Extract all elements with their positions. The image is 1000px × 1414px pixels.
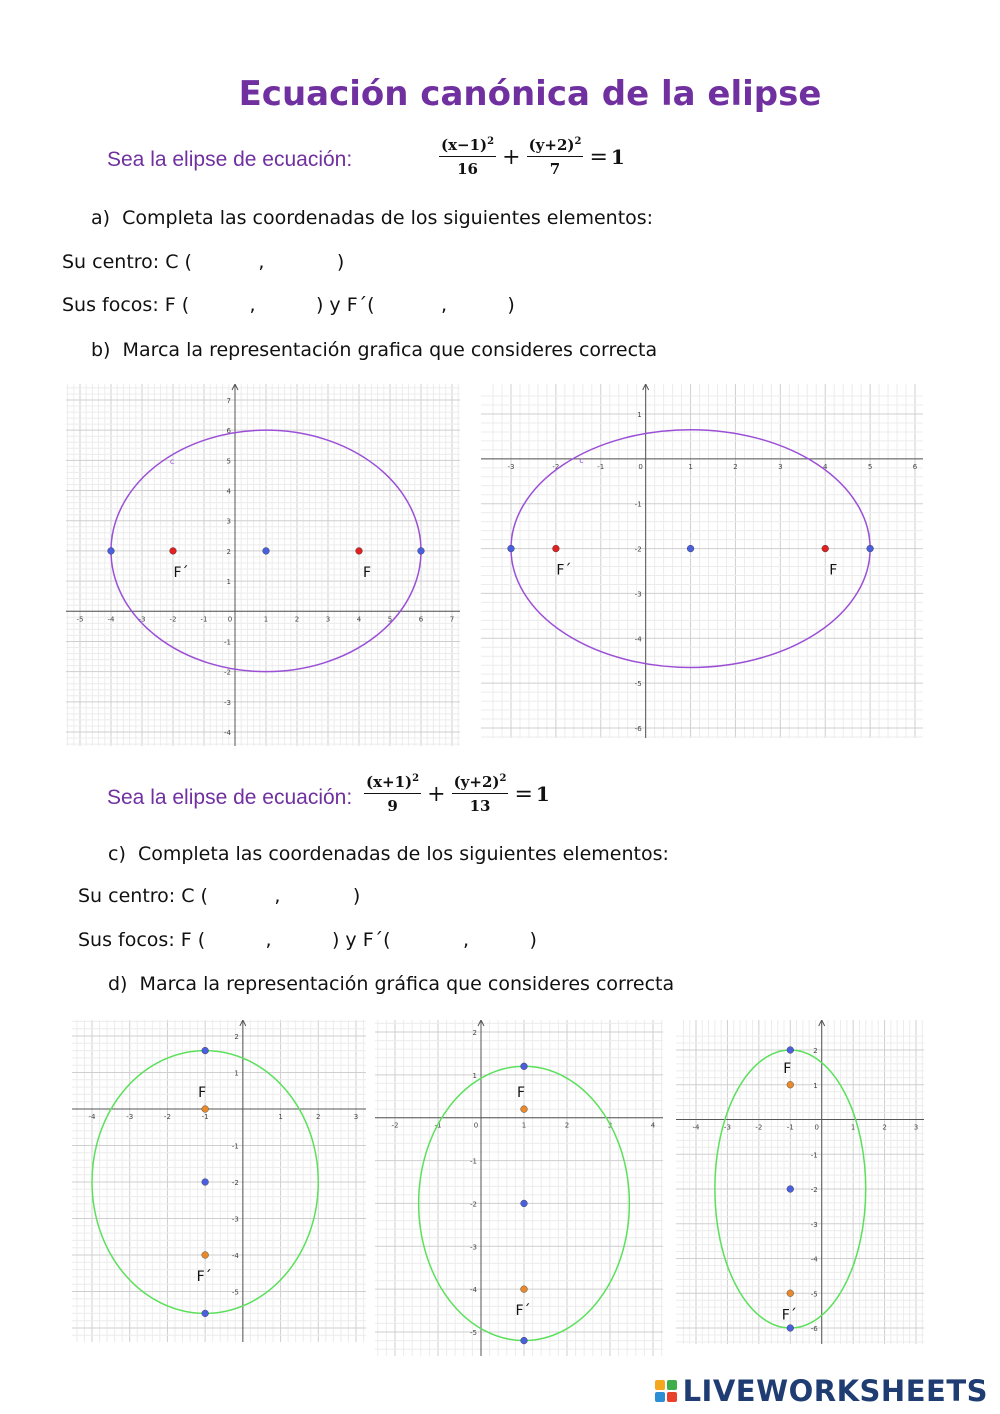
- center-point: [787, 1186, 794, 1193]
- y-tick-label: -2: [224, 668, 231, 677]
- y-tick-label: -5: [470, 1329, 477, 1337]
- vertex-point: [202, 1310, 209, 1317]
- x-tick-label: -2: [755, 1123, 763, 1132]
- x-tick-label: 3: [607, 1121, 613, 1130]
- x-tick-label: 6: [912, 462, 918, 471]
- x-tick-label: -3: [507, 462, 515, 471]
- y-tick-label: -3: [634, 590, 642, 599]
- x-tick-label: 3: [913, 1123, 919, 1132]
- equation-2: $\frac{(x+1)^2}{9}$ + $\frac{(y+2)^2}{13}$ = 1: [366, 773, 550, 815]
- y-tick-label: 5: [226, 457, 231, 466]
- x-tick-label: 3: [778, 462, 783, 471]
- x-tick-label: 7: [449, 615, 455, 624]
- x-tick-label: -4: [88, 1113, 96, 1121]
- vertex-point: [867, 545, 874, 552]
- y-tick-label: 1: [234, 1069, 239, 1078]
- focus-label-f: F: [198, 1085, 207, 1101]
- foci-line-1: Sus focos: F ( , ) y F´( , ): [62, 294, 515, 316]
- y-tick-label: 2: [472, 1029, 477, 1037]
- x-tick-label: 5: [387, 615, 393, 624]
- vertex-point: [108, 548, 115, 555]
- x-tick-label: -1: [201, 1113, 209, 1121]
- y-tick-label: -6: [810, 1325, 818, 1333]
- y-tick-label: -4: [810, 1255, 818, 1264]
- grid: [676, 1020, 924, 1344]
- focus-label-f-prime: F´: [196, 1269, 212, 1285]
- x-tick-label: 3: [353, 1113, 359, 1121]
- liveworksheets-logo: LIVEWORKSHEETS: [655, 1374, 988, 1408]
- center-line-2: Su centro: C ( , ): [78, 885, 361, 907]
- vertex-point: [508, 545, 515, 552]
- y-tick-label: -1: [634, 500, 642, 509]
- focus-point: [552, 545, 559, 552]
- graph-option-1[interactable]: [66, 384, 460, 746]
- y-tick-label: -4: [224, 729, 231, 737]
- focus-point: [822, 545, 829, 552]
- focus-point: [521, 1106, 528, 1113]
- y-tick-label: 1: [226, 578, 231, 587]
- y-tick-label: -3: [810, 1220, 818, 1229]
- focus-point: [170, 548, 177, 555]
- y-tick-label: -1: [231, 1142, 239, 1151]
- logo-icon: [655, 1380, 677, 1402]
- x-tick-label: -2: [391, 1121, 399, 1130]
- y-tick-label: 1: [472, 1071, 477, 1080]
- equation-lead-1: Sea la elipse de ecuación:: [107, 148, 353, 171]
- x-tick-label: 0: [473, 1121, 479, 1130]
- y-tick-label: -1: [810, 1151, 818, 1160]
- foci-line-2: Sus focos: F ( , ) y F´( , ): [78, 929, 537, 951]
- x-tick-label: -3: [126, 1113, 134, 1121]
- focus-label-f-prime: F´: [515, 1303, 531, 1320]
- x-tick-label: -2: [163, 1113, 171, 1121]
- center-point: [521, 1200, 528, 1207]
- curve-label-c: c: [579, 455, 584, 465]
- x-tick-label: -3: [723, 1123, 731, 1132]
- vertex-point: [521, 1063, 528, 1070]
- center-point: [263, 548, 270, 555]
- x-tick-label: -1: [434, 1121, 442, 1130]
- y-tick-label: -4: [634, 635, 642, 644]
- focus-point: [202, 1106, 209, 1113]
- graph-option-4[interactable]: [375, 1020, 663, 1356]
- center-point: [687, 545, 694, 552]
- x-tick-label: 2: [294, 615, 300, 624]
- vertex-point: [202, 1047, 209, 1054]
- y-tick-label: -2: [634, 545, 642, 554]
- x-tick-label: 0: [638, 462, 643, 471]
- y-tick-label: -5: [231, 1288, 239, 1297]
- question-a: a) Completa las coordenadas de los siguientes elementos:: [91, 207, 654, 229]
- x-tick-label: 2: [733, 462, 738, 471]
- x-tick-label: -2: [169, 615, 177, 624]
- y-tick-label: 2: [234, 1033, 239, 1041]
- x-tick-label: 2: [316, 1113, 321, 1121]
- graph-option-5[interactable]: [676, 1020, 924, 1344]
- x-tick-label: -2: [552, 462, 560, 471]
- y-tick-label: 1: [637, 411, 642, 419]
- x-tick-label: -1: [597, 462, 605, 471]
- graph-option-3[interactable]: [72, 1020, 366, 1342]
- x-tick-label: -5: [76, 615, 84, 624]
- x-tick-label: 1: [263, 615, 269, 624]
- equation-1: $\frac{(x-1)^2}{16}$ + $\frac{(y+2)^2}{7}$ = 1: [441, 136, 625, 178]
- y-tick-label: -3: [224, 698, 231, 707]
- equation-lead-2: Sea la elipse de ecuación:: [107, 786, 353, 809]
- focus-point: [356, 548, 363, 555]
- question-b: b) Marca la representación grafica que consideres correcta: [91, 339, 658, 361]
- vertex-point: [787, 1047, 794, 1054]
- vertex-point: [787, 1325, 794, 1332]
- x-tick-label: 2: [882, 1123, 887, 1132]
- y-tick-label: -5: [634, 680, 642, 689]
- y-tick-label: 3: [226, 517, 231, 526]
- y-tick-label: -5: [810, 1290, 818, 1299]
- y-tick-label: -6: [634, 725, 642, 733]
- x-tick-label: -4: [107, 615, 115, 624]
- x-tick-label: -3: [138, 615, 146, 624]
- y-tick-label: -1: [224, 638, 231, 647]
- x-tick-label: 1: [850, 1123, 856, 1132]
- x-tick-label: 2: [564, 1121, 570, 1130]
- vertex-point: [418, 548, 425, 555]
- focus-label-f: F: [516, 1085, 526, 1102]
- y-tick-label: -2: [470, 1200, 477, 1209]
- x-tick-label: 6: [418, 615, 424, 624]
- center-line-1: Su centro: C ( , ): [62, 251, 345, 273]
- grid: [481, 384, 923, 738]
- y-tick-label: -4: [231, 1252, 239, 1260]
- x-tick-label: -1: [200, 615, 208, 624]
- focus-point: [787, 1290, 794, 1297]
- focus-point: [787, 1081, 794, 1088]
- y-tick-label: -4: [470, 1286, 477, 1295]
- page-title: Ecuación canónica de la elipse: [238, 74, 822, 114]
- y-tick-label: -2: [231, 1179, 239, 1187]
- focus-label-f-prime: F´: [781, 1307, 797, 1324]
- focus-label-f-prime: F´: [173, 564, 189, 581]
- x-tick-label: -1: [786, 1123, 794, 1132]
- grid: [72, 1020, 366, 1342]
- y-tick-label: 4: [226, 487, 231, 496]
- center-point: [202, 1179, 209, 1186]
- y-tick-label: 6: [226, 427, 231, 436]
- x-tick-label: 1: [521, 1121, 527, 1130]
- y-tick-label: 7: [226, 397, 231, 405]
- x-tick-label: 0: [814, 1123, 819, 1132]
- focus-label-f-prime: F´: [556, 562, 572, 579]
- x-tick-label: 1: [688, 462, 693, 471]
- focus-point: [202, 1252, 209, 1259]
- vertex-point: [521, 1337, 528, 1344]
- x-tick-label: 4: [650, 1121, 656, 1130]
- y-tick-label: -2: [810, 1186, 818, 1194]
- x-tick-label: 4: [356, 615, 362, 624]
- x-tick-label: -4: [692, 1123, 700, 1132]
- focus-label-f: F: [783, 1060, 792, 1077]
- x-tick-label: 1: [278, 1113, 283, 1121]
- y-tick-label: 2: [813, 1047, 818, 1055]
- x-tick-label: 4: [822, 462, 828, 471]
- x-tick-label: 3: [325, 615, 331, 624]
- y-tick-label: -3: [231, 1215, 239, 1224]
- focus-point: [521, 1286, 528, 1293]
- focus-label-f: F: [829, 562, 838, 579]
- x-tick-label: 5: [867, 462, 873, 471]
- curve-label-c: c: [169, 456, 175, 466]
- y-tick-label: 2: [226, 547, 231, 556]
- y-tick-label: 1: [813, 1081, 818, 1090]
- grid: [66, 384, 460, 746]
- x-tick-label: 0: [227, 615, 233, 624]
- question-d: d) Marca la representación gráfica que consideres correcta: [108, 973, 675, 995]
- y-tick-label: -1: [470, 1157, 477, 1166]
- question-c: c) Completa las coordenadas de los siguientes elementos:: [108, 843, 669, 865]
- focus-label-f: F: [362, 564, 372, 581]
- y-tick-label: -3: [470, 1243, 477, 1252]
- graph-option-2[interactable]: [481, 384, 923, 738]
